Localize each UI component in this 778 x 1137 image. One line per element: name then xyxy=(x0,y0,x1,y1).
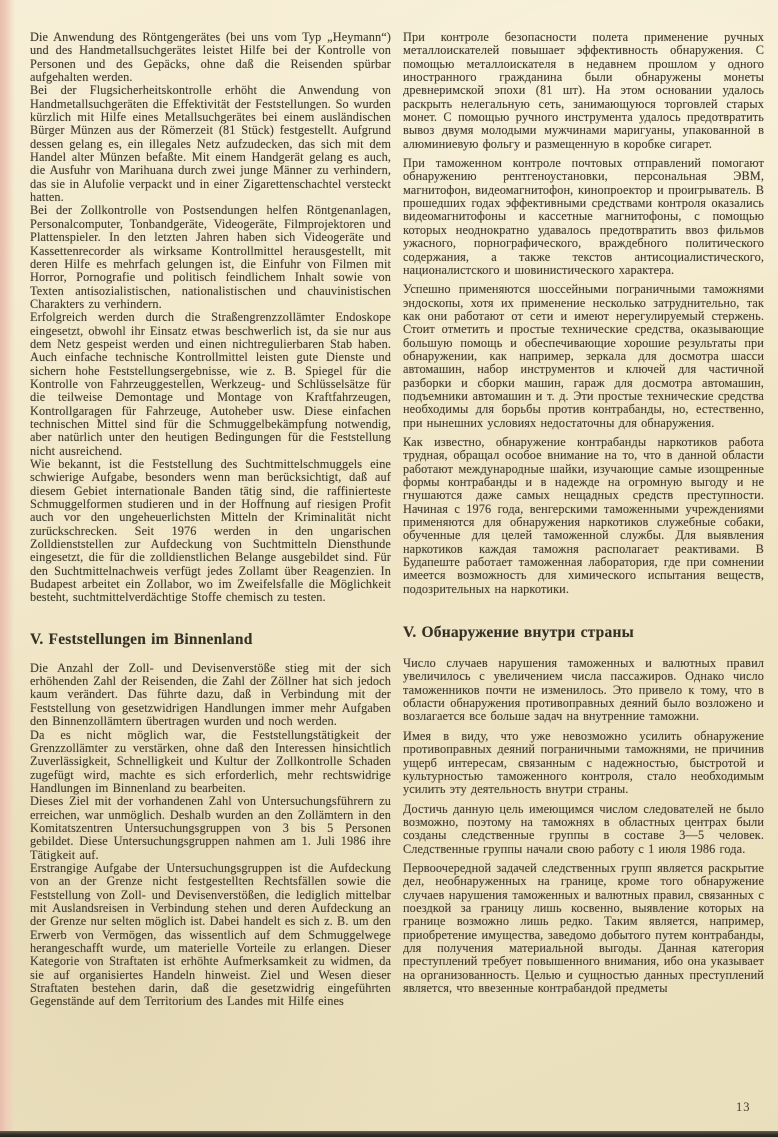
paragraph: Успешно применяются шоссейными пограничными таможнями эндоскопы, хотя их применение несколько затруднительно, так как они работают от сети и имеют нерегулируемый стержень. Стоит отметить и простые технические средства, оказывающие большую помощь и обеспечивающие хорошие результаты при обнаружении, как например, зеркала для досмотра шасси автомашин, набор инструментов и ключей для частичной разборки и сборки машин, гараж для досмотра автомашин, подъемники автомашин и т. д. Эти простые технические средства необходимы для борьбы против контрабанды, но, естественно, при нынешних условиях недостаточны для обнаружения. xyxy=(403,282,764,430)
paragraph: Erstrangige Aufgabe der Untersuchungsgruppen ist die Aufdeckung von an der Grenze nicht festgestellten Rechtsfällen sowie die Feststellung von Zoll- und Devisenverstößen, die lediglich mittelbar mit Auslandsreisen in Verbindung stehen und deren Aufdeckung an der Grenze nur selten möglich ist. Dabei handelt es sich z. B. um den Erwerb von Vermögen, das wissentlich auf dem Schmuggelwege herangeschafft wurde, um materielle Vorteile zu erlangen. Dieser Kategorie von Straftaten ist erhöhte Aufmerksamkeit zu widmen, da sie auf organisiertes Handeln hinweist. Ziel und Wesen dieser Straftaten bestehen darin, daß die gesetzwidrig eingeführten Gegenstände auf dem Territorium des Landes mit Hilfe eines xyxy=(30,860,391,1009)
section-heading-german: V. Feststellungen im Binnenland xyxy=(30,630,253,648)
paragraph: Erfolgreich werden durch die Straßengrenzzollämter Endoskope eingesetzt, obwohl ihr Einsatz etwas beschwerlich ist, da sie nur aus dem Netz gespeist werden und einen nichtregulierbaren Stab haben. Auch einfache technische Kontrollmittel leisten gute Dienste und sichern hohe Feststellungsergebnisse, wie z. B. Spiegel für die Kontrolle von Fahrzeuggestellen, Werkzeug- und Schlüsselsätze für die teilweise Demontage und Montage von Kraftfahrzeugen, Kontrollgaragen für Fahrzeuge, Autoheber usw. Diese einfachen technischen Mittel sind für die Schmuggelbekämpfung notwendig, aber natürlich unter den heutigen Bedingungen für die Feststellung nicht ausreichend. xyxy=(30,310,391,458)
page-number: 13 xyxy=(736,1100,751,1114)
paragraph: Имея в виду, что уже невозможно усилить обнаружение противоправных деяний пограничными таможнями, не причинив ущерб интересам, связанным с надежностью, быстротой и культурностью таможенного контроля, стало необходимым усилить эту деятельность внутри страны. xyxy=(403,728,764,797)
paragraph: При таможенном контроле почтовых отправлений помогают обнаружению рентгеноустановки, персональная ЭВМ, магнитофон, видеомагнитофон, кинопроектор и проигрыватель. В прошедших годах эффективными средствами контроля оказались видеомагнитофоны и кассетные магнитофоны, с помощью которых неоднократно удавалось предотвратить ввоз фильмов ужасного, порнографического, враждебного политического содержания, а также текстов антисоциалистического, националистского и шовинистического характера. xyxy=(403,156,764,277)
paragraph: Число случаев нарушения таможенных и валютных правил увеличилось с увеличением числа пассажиров. Однако число таможенников почти не изменилось. Это привело к тому, что в области обнаружения противоправных деяний было возложено и возлагается все больше задач на внутренние таможни. xyxy=(403,656,764,724)
russian-text-column xyxy=(403,31,764,1123)
paragraph: Da es nicht möglich war, die Feststellungstätigkeit der Grenzzollämter zu verstärken, ohne daß den Interessen hinsichtlich Zuverlässigkeit, Schnelligkeit und Kultur der Zollkontrolle Schaden zugefügt wird, machte es sich erforderlich, mehr rechtswidrige Handlungen im Binnenland zu bearbeiten. xyxy=(30,727,391,795)
scan-bottom-edge xyxy=(0,1131,778,1137)
german-text-column xyxy=(30,31,391,1123)
paragraph: Bei der Flugsicherheitskontrolle erhöht die Anwendung von Handmetallsuchgeräten die Effektivität der Feststellungen. So wurden kürzlich mit Hilfe eines Metallsuchgerätes bei einem ausländischen Bürger Münzen aus der Römerzeit (81 Stück) festgestellt. Aufgrund dessen gelang es, ein illegales Netz aufzudecken, das sich mit dem Handel alter Münzen befaßte. Mit einem Handgerät gelang es auch, die Ausfuhr von Marihuana durch zwei junge Männer zu verhindern, das sie in Alufolie verpackt und in einer Zigarettenschachtel versteckt hatten. xyxy=(30,83,391,205)
paragraph: Wie bekannt, ist die Feststellung des Suchtmittelschmuggels eine schwierige Aufgabe, besonders wenn man berücksichtigt, daß auf diesem Gebiet internationale Banden tätig sind, die raffinierteste Schmuggelformen studieren und in der Hoffnung auf riesigen Profit auch vor den ungeheuerlichsten Mitteln der Kriminalität nicht zurückschrecken. Seit 1976 werden in den ungarischen Zolldienststellen zur Aufdeckung von Suchtmitteln Diensthunde eingesetzt, die für die zolldienstlichen Belange ausgebildet sind. Für den Suchtmittelnachweis verfügt jedes Zollamt über Reagenzien. In Budapest arbeitet ein Zollabor, wo im Zweifelsfalle die Möglichkeit besteht, suchtmittelverdächtige Stoffe chemisch zu testen. xyxy=(30,457,391,605)
paragraph: Достичь данную цель имеющимся числом следователей не было возможно, поэтому на таможнях в областных центрах были созданы следственные группы в составе 3—5 человек. Следственные группы начали свою работу с 1 июля 1986 года. xyxy=(403,801,764,856)
paragraph: Die Anzahl der Zoll- und Devisenverstöße stieg mit der sich erhöhenden Zahl der Reisenden, die Zahl der Zöllner hat sich jedoch kaum verändert. Das führte dazu, daß in Verbindung mit der Feststellung von gesetzwidrigen Handlungen immer mehr Aufgaben den Binnenzollämtern übertragen wurden und noch werden. xyxy=(30,660,391,729)
paragraph: Как известно, обнаружение контрабанды наркотиков работа трудная, обращал особое внимание на то, что в данной области работают международные шайки, изучающие самые изощренные формы контрабанды и в надежде на огромную выгоду и не гнушаются даже самых нещадных средств преступности. Начиная с 1976 года, венгерскими таможенными учреждениями применяются для обнаружения наркотиков служебные собаки, обученные для целей таможенной службы. Для выявления наркотиков каждая таможня располагает реактивами. В Будапеште работает таможенная лаборатория, где при сомнении имеется возможность для химического испытания веществ, подозрительных на наркотики. xyxy=(403,434,764,596)
page-left-edge xyxy=(0,0,15,1137)
paragraph: Die Anwendung des Röntgengerätes (bei uns vom Typ „Heymann“) und des Handmetallsuchgerätes leistet Hilfe bei der Kontrolle von Personen und des Gepäcks, ohne daß die Reisenden spürbar aufgehalten werden. xyxy=(30,31,391,85)
paragraph: Bei der Zollkontrolle von Postsendungen helfen Röntgenanlagen, Personalcomputer, Tonbandgeräte, Videogeräte, Filmprojektoren und Plattenspieler. In den letzten Jahren haben sich Videogeräte und Kassettenrecorder als wirksame Kontrollmittel herausgestellt, mit deren Hilfe es mehrfach gelungen ist, die Einfuhr von Filmen mit Horror, Pornografie und politisch feindlichem Inhalt sowie von Texten antisozialistischen, nationalistischen und chauvinistischen Charakters zu verhindern. xyxy=(30,203,391,311)
paragraph: Первоочередной задачей следственных групп является раскрытие дел, необнаруженных на границе, кроме того обнаружение случаев нарушения таможенных и валютных правил, связанных с поездкой за границу лишь косвенно, выявление которых на границе возможно лишь редко. Таким является, например, приобретение имущества, заведомо добытого путем контрабанды, для получения материальной выгоды. Данная категория преступлений требует повышенного внимания, ибо она указывает на организованность. Целью и сущностью данных преступлений является, что ввезенные контрабандой предметы xyxy=(403,860,764,995)
section-heading-russian: V. Обнаружение внутри страны xyxy=(403,624,634,642)
paragraph: Dieses Ziel mit der vorhandenen Zahl von Untersuchungsführern zu erreichen, war unmöglich. Deshalb wurden an den Zollämtern in den Komitatszentren Untersuchungsgruppen von 3 bis 5 Personen gebildet. Diese Untersuchungsgruppen nahmen am 1. Juli 1986 ihre Tätigkeit auf. xyxy=(30,794,391,862)
paragraph: При контроле безопасности полета применение ручных металлоискателей повышает эффективность обнаружения. С помощью металлоискателя в недавнем прошлом у одного иностранного гражданина были обнаружены монеты древнеримской эпохи (81 шт). На этом основании удалось раскрыть нелегальную сеть, занимающуюся торговлей старых монет. С помощью ручного инструмента удалось предотвратить вывоз двумя молодыми мужчинами маригуаны, упакованной в алюминиевую фольгу и размещенную в коробке сигарет. xyxy=(403,31,764,151)
